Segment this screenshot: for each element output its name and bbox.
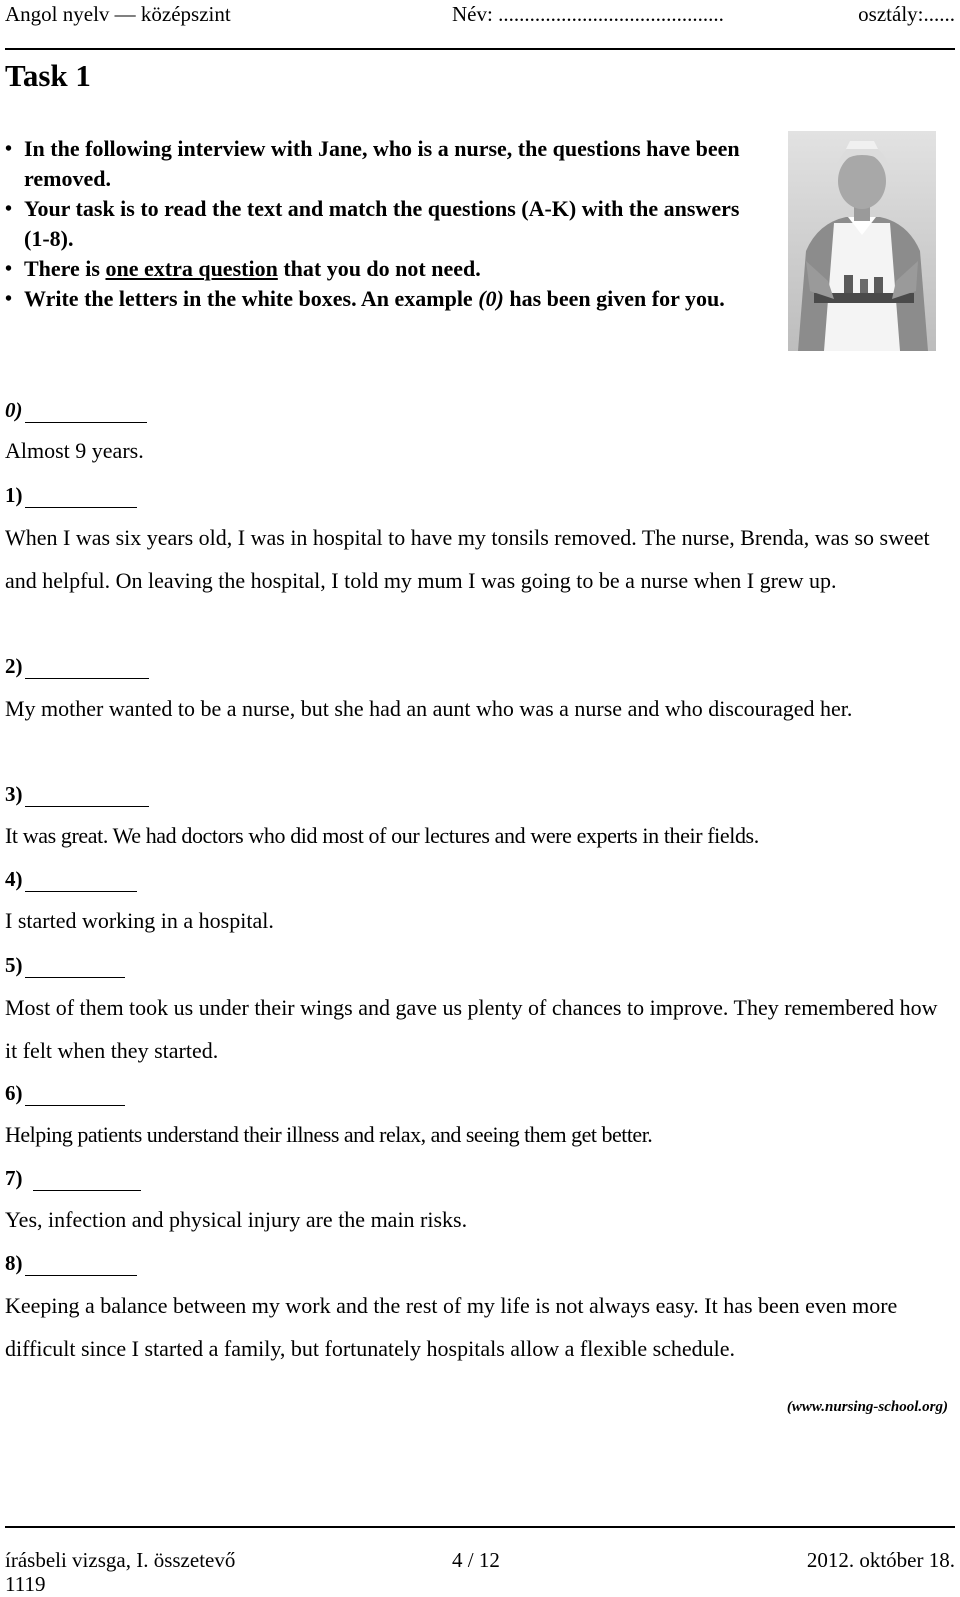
header-rule xyxy=(5,48,955,50)
instruction-text: has been given for you. xyxy=(503,286,725,311)
footer-rule xyxy=(5,1526,955,1528)
item-label: 7) xyxy=(5,1166,23,1190)
item-number-1 xyxy=(5,483,137,508)
instruction-text: There is xyxy=(24,256,106,281)
instruction-text: Your task is to read the text and match the questions (A-K) with the answers (1-8). xyxy=(24,196,740,251)
instruction-underlined: one extra question xyxy=(105,256,278,281)
answer-box[interactable] xyxy=(25,1255,137,1276)
item-number-4 xyxy=(5,867,137,892)
answer-box[interactable] xyxy=(25,1085,125,1106)
instruction-item xyxy=(5,194,765,254)
instruction-item xyxy=(5,134,765,194)
item-label: 5) xyxy=(5,953,23,977)
item-answer-4: I started working in a hospital. xyxy=(5,908,274,933)
item-number-5 xyxy=(5,953,125,978)
item-number-2 xyxy=(5,654,149,679)
item-answer-2: My mother wanted to be a nurse, but she had an aunt who was a nurse and who discouraged her. xyxy=(5,696,853,721)
footer-code: 1119 xyxy=(5,1572,46,1596)
item-number-8 xyxy=(5,1251,137,1276)
header-name-field: Név: ........................................... xyxy=(452,2,724,26)
item-label: 6) xyxy=(5,1081,23,1105)
answer-box[interactable] xyxy=(25,658,149,679)
item-answer-8: Keeping a balance between my work and the rest of my life is not always easy. It has been even more difficult since I started a family, but fortunately hospitals allow a flexible schedule. xyxy=(5,1293,898,1361)
item-number-7 xyxy=(5,1166,141,1191)
item-number-6 xyxy=(5,1081,125,1106)
answer-box[interactable] xyxy=(25,402,147,423)
item-answer-5: Most of them took us under their wings and gave us plenty of chances to improve. They remembered how it felt when they started. xyxy=(5,995,938,1063)
answer-box[interactable] xyxy=(25,487,137,508)
item-label: 1) xyxy=(5,483,23,507)
footer-date: 2012. október 18. xyxy=(806,1548,955,1572)
item-answer-0: Almost 9 years. xyxy=(5,438,144,463)
item-label: 8) xyxy=(5,1251,23,1275)
item-label: 4) xyxy=(5,867,23,891)
answer-box[interactable] xyxy=(25,871,137,892)
answer-box[interactable] xyxy=(25,957,125,978)
instruction-text: Write the letters in the white boxes. An example xyxy=(24,286,479,311)
header-class-field: osztály:...... xyxy=(858,2,955,26)
nurse-photo xyxy=(788,131,936,351)
item-answer-6: Helping patients understand their illness and relax, and seeing them get better. xyxy=(5,1122,653,1147)
source-credit: (www.nursing-school.org) xyxy=(786,1399,948,1415)
item-label: 0) xyxy=(5,398,23,422)
instruction-item xyxy=(5,284,765,314)
item-answer-3: It was great. We had doctors who did most of our lectures and were experts in their fields. xyxy=(5,823,759,848)
instruction-text: In the following interview with Jane, who is a nurse, the questions have been removed. xyxy=(24,136,740,191)
footer-exam: írásbeli vizsga, I. összetevő xyxy=(5,1548,236,1572)
nurse-photo-icon xyxy=(788,131,936,351)
page-header xyxy=(5,0,955,30)
answer-box[interactable] xyxy=(25,786,149,807)
page-number: 4 / 12 xyxy=(452,1548,500,1572)
item-answer-1: When I was six years old, I was in hospital to have my tonsils removed. The nurse, Brenda, was so sweet and helpful. On leaving the hospital, I told my mum I was going to be a nurse when I grew up. xyxy=(5,525,930,593)
header-subject: Angol nyelv — középszint xyxy=(5,2,231,26)
instruction-item xyxy=(5,254,765,284)
task-title: Task 1 xyxy=(5,58,91,93)
instruction-text: that you do not need. xyxy=(277,256,481,281)
item-label: 3) xyxy=(5,782,23,806)
item-label: 2) xyxy=(5,654,23,678)
item-number-0 xyxy=(5,398,147,423)
answer-box[interactable] xyxy=(33,1170,141,1191)
item-answer-7: Yes, infection and physical injury are the main risks. xyxy=(5,1207,468,1232)
item-number-3 xyxy=(5,782,149,807)
instructions-list xyxy=(5,134,765,314)
instruction-example: (0) xyxy=(478,286,504,311)
